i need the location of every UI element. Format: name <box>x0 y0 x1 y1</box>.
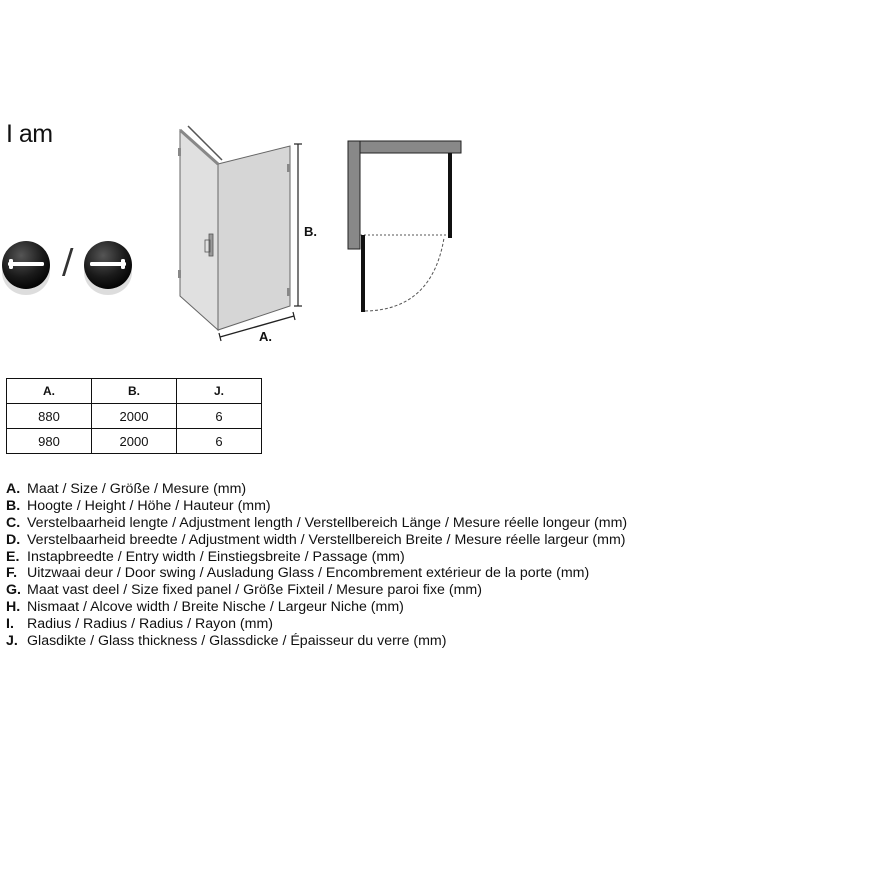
legend-key: J. <box>6 633 18 650</box>
legend-key: A. <box>6 481 21 497</box>
front-glass-door <box>218 146 290 330</box>
wall-left <box>348 141 360 249</box>
fixed-panel <box>448 153 452 238</box>
column-header: J. <box>177 379 262 404</box>
handle-bar-left-icon <box>2 241 50 295</box>
label-a: A. <box>259 329 272 344</box>
table-cell: 980 <box>7 429 92 454</box>
legend-item <box>6 616 627 633</box>
table-row <box>7 429 262 454</box>
legend-key: I. <box>6 616 14 633</box>
dimensions-table <box>6 378 262 454</box>
table-cell: 2000 <box>92 404 177 429</box>
door-panel <box>361 235 365 312</box>
legend-key: E. <box>6 548 20 565</box>
label-b: B. <box>304 224 317 239</box>
legend-text: Uitzwaai deur / Door swing / Ausladung Glass / Encombrement extérieur de la porte (mm) <box>27 565 590 582</box>
legend-key: B. <box>6 497 21 514</box>
table-cell: 6 <box>177 429 262 454</box>
table-cell: 6 <box>177 404 262 429</box>
legend-item <box>6 481 627 498</box>
legend-item <box>6 599 627 616</box>
legend-text: Maat vast deel / Size fixed panel / Größe Fixteil / Mesure paroi fixe (mm) <box>27 582 482 599</box>
legend-text: Instapbreedte / Entry width / Einstiegsbreite / Passage (mm) <box>27 548 405 565</box>
legend-key: C. <box>6 514 21 531</box>
wall-top <box>348 141 461 153</box>
table-header-row <box>7 379 262 404</box>
legend-key: D. <box>6 531 21 548</box>
legend-item <box>6 565 627 582</box>
legend-text: Hoogte / Height / Höhe / Hauteur (mm) <box>27 497 271 514</box>
legend-item <box>6 515 627 532</box>
column-header: B. <box>92 379 177 404</box>
legend-item <box>6 633 627 650</box>
legend-text: Glasdikte / Glass thickness / Glassdicke / Épaisseur du verre (mm) <box>27 633 447 650</box>
door-swing-arc <box>365 238 444 311</box>
legend-list <box>6 481 627 650</box>
legend-key: G. <box>6 582 21 599</box>
separator-slash: / <box>62 242 74 282</box>
legend-item <box>6 582 627 599</box>
page-title: I am <box>6 120 53 148</box>
legend-item <box>6 532 627 549</box>
shower-plan-diagram <box>340 134 470 318</box>
legend-key: F. <box>6 565 18 582</box>
table-cell: 2000 <box>92 429 177 454</box>
legend-text: Maat / Size / Größe / Mesure (mm) <box>27 481 247 497</box>
column-header: A. <box>7 379 92 404</box>
table-row <box>7 404 262 429</box>
legend-text: Verstelbaarheid lengte / Adjustment length / Verstellbereich Länge / Mesure réelle longeur (mm) <box>27 514 628 531</box>
table-cell: 880 <box>7 404 92 429</box>
shower-perspective-diagram <box>172 116 332 348</box>
legend-text: Radius / Radius / Radius / Rayon (mm) <box>27 616 274 633</box>
handle-bar-right-icon <box>84 241 132 295</box>
legend-item <box>6 498 627 515</box>
legend-key: H. <box>6 599 21 616</box>
legend-text: Nismaat / Alcove width / Breite Nische / Largeur Niche (mm) <box>27 599 404 616</box>
legend-item <box>6 549 627 566</box>
legend-text: Verstelbaarheid breedte / Adjustment width / Verstellbereich Breite / Mesure réelle largeur (mm) <box>27 531 626 548</box>
